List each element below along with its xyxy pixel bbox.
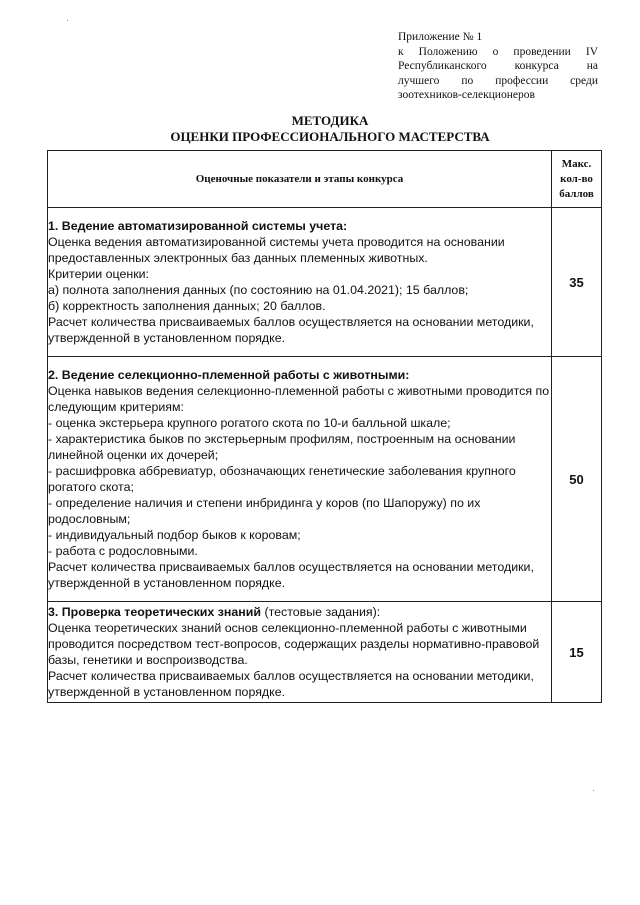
criteria-text: - индивидуальный подбор быков к коровам;: [48, 528, 301, 542]
table-row: [48, 602, 602, 703]
appendix-line: зоотехников-селекционеров: [398, 89, 535, 101]
criteria-text: - расшифровка аббревиатур, обозначающих генетические заболевания крупного рогатого скота;: [48, 464, 516, 494]
section-title: 3. Проверка теоретических знаний: [48, 605, 261, 619]
criteria-text: а) полнота заполнения данных (по состоянию на 01.04.2021); 15 баллов;: [48, 283, 469, 297]
section-heading: [48, 604, 551, 620]
criteria-text: Оценка навыков ведения селекционно-племенной работы с животными проводится по следующим критериям:: [48, 384, 550, 414]
appendix-line: лучшего по профессии среди: [398, 74, 598, 87]
title-line-2: ОЦЕНКИ ПРОФЕССИОНАЛЬНОГО МАСТЕРСТВА: [170, 129, 490, 144]
appendix-line: Приложение № 1: [398, 31, 483, 43]
scan-speck: [67, 20, 68, 21]
criteria-cell: [48, 602, 552, 703]
criteria-text: Оценка теоретических знаний основ селекционно-племенной работы с животными проводится посредством тест-вопросов, содержащих разделы нормативно-правовой базы, генетики и воспроизводства.: [48, 621, 540, 667]
section-title: 2. Ведение селекционно-племенной работы с животными:: [48, 368, 410, 382]
header-criteria: Оценочные показатели и этапы конкурса: [48, 151, 552, 208]
criteria-text: Расчет количества присваиваемых баллов осуществляется на основании методики, утвержденной в установленном порядке.: [48, 560, 534, 590]
criteria-text: Критерии оценки:: [48, 267, 150, 281]
max-points-value: 35: [552, 208, 602, 357]
criteria-text: - определение наличия и степени инбридинга у коров (по Шапоружу) по их родословным;: [48, 496, 481, 526]
header-max-points: [552, 151, 602, 208]
criteria-text: Расчет количества присваиваемых баллов осуществляется на основании методики, утвержденной в установленном порядке.: [48, 669, 534, 699]
appendix-line: к Положению о проведении IV: [398, 45, 598, 58]
appendix-note: [398, 30, 598, 103]
title-line-1: МЕТОДИКА: [291, 113, 369, 128]
appendix-line: Республиканского конкурса на: [398, 60, 598, 72]
criteria-text: - работа с родословными.: [48, 544, 198, 558]
scoring-table: [47, 150, 602, 703]
criteria-cell: [48, 357, 552, 602]
section-title-suffix: (тестовые задания):: [261, 605, 381, 619]
header-max-line: баллов: [559, 187, 594, 200]
document-title: [60, 113, 600, 145]
criteria-text: Расчет количества присваиваемых баллов осуществляется на основании методики, утвержденной в установленном порядке.: [48, 315, 534, 345]
header-max-line: Макс.: [561, 157, 592, 170]
criteria-text: - характеристика быков по экстерьерным профилям, построенным на основании линейной оценки их дочерей;: [48, 432, 516, 462]
criteria-text: - оценка экстерьера крупного рогатого скота по 10-и балльной шкале;: [48, 416, 451, 430]
table-header-row: [48, 151, 602, 208]
table-row: [48, 208, 602, 357]
scan-speck: [593, 790, 594, 791]
table-row: [48, 357, 602, 602]
max-points-value: 15: [552, 602, 602, 703]
header-max-line: кол-во: [560, 172, 593, 185]
criteria-text: б) корректность заполнения данных; 20 баллов.: [48, 299, 326, 313]
criteria-cell: [48, 208, 552, 357]
max-points-value: 50: [552, 357, 602, 602]
section-title: 1. Ведение автоматизированной системы учета:: [48, 219, 348, 233]
criteria-text: Оценка ведения автоматизированной системы учета проводится на основании предоставленных электронных баз данных племенных животных.: [48, 235, 505, 265]
